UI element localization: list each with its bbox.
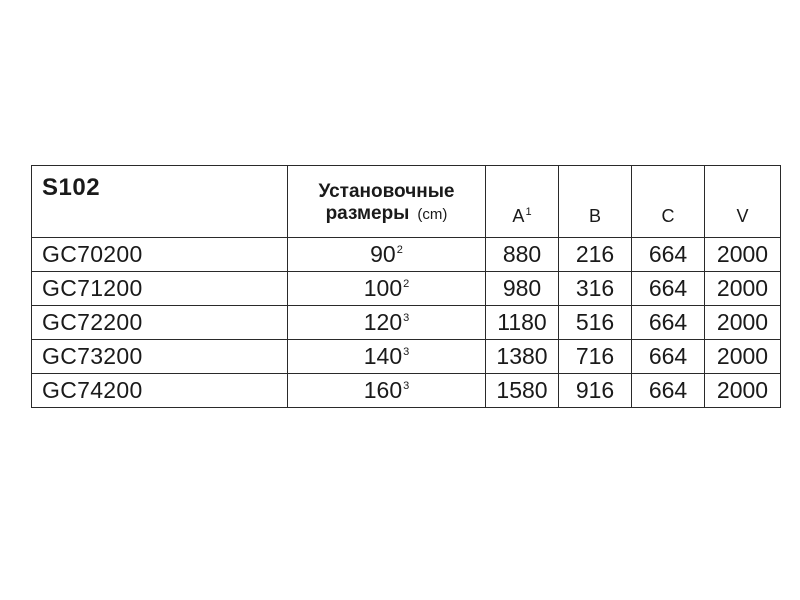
size-value: 160 xyxy=(363,377,403,403)
dimension-v: 2000 xyxy=(705,272,781,306)
installation-size xyxy=(288,374,486,408)
size-value: 90 xyxy=(370,241,396,267)
dimension-c: 664 xyxy=(632,272,705,306)
column-v-header: V xyxy=(705,166,781,238)
installation-size xyxy=(288,306,486,340)
model-code: GC72200 xyxy=(32,306,288,340)
size-footnote: 3 xyxy=(403,346,410,359)
size-footnote: 2 xyxy=(396,244,403,257)
dimension-c: 664 xyxy=(632,238,705,272)
table-row xyxy=(32,272,781,306)
dimension-a: 1380 xyxy=(486,340,559,374)
dimension-v: 2000 xyxy=(705,306,781,340)
size-header-unit: (cm) xyxy=(417,206,448,224)
column-a-footnote: 1 xyxy=(525,206,532,218)
series-title: S102 xyxy=(32,166,288,238)
size-footnote: 3 xyxy=(403,380,410,393)
table-row xyxy=(32,340,781,374)
dimension-a: 980 xyxy=(486,272,559,306)
model-code: GC73200 xyxy=(32,340,288,374)
installation-size xyxy=(288,340,486,374)
size-header-line1: Установочные xyxy=(318,181,455,203)
dimension-v: 2000 xyxy=(705,340,781,374)
size-value: 120 xyxy=(363,309,403,335)
model-code: GC74200 xyxy=(32,374,288,408)
dimension-a: 1180 xyxy=(486,306,559,340)
column-c-header: C xyxy=(632,166,705,238)
model-code: GC71200 xyxy=(32,272,288,306)
model-code: GC70200 xyxy=(32,238,288,272)
table-row xyxy=(32,374,781,408)
dimension-a: 1580 xyxy=(486,374,559,408)
size-footnote: 3 xyxy=(403,312,410,325)
dimension-c: 664 xyxy=(632,306,705,340)
dimension-b: 216 xyxy=(559,238,632,272)
dimension-a: 880 xyxy=(486,238,559,272)
size-footnote: 2 xyxy=(403,278,410,291)
dimension-c: 664 xyxy=(632,374,705,408)
dimension-b: 316 xyxy=(559,272,632,306)
table-row xyxy=(32,238,781,272)
size-value: 140 xyxy=(363,343,403,369)
dimensions-table xyxy=(31,165,781,408)
dimension-b: 716 xyxy=(559,340,632,374)
size-header-line2: размеры xyxy=(325,203,410,225)
dimension-b: 916 xyxy=(559,374,632,408)
installation-size xyxy=(288,272,486,306)
column-b-header: B xyxy=(559,166,632,238)
installation-size-header xyxy=(288,166,486,238)
column-a-label: A xyxy=(512,206,525,226)
column-a-header xyxy=(486,166,559,238)
dimension-v: 2000 xyxy=(705,238,781,272)
installation-size xyxy=(288,238,486,272)
table-row xyxy=(32,306,781,340)
dimension-v: 2000 xyxy=(705,374,781,408)
dimension-b: 516 xyxy=(559,306,632,340)
dimension-c: 664 xyxy=(632,340,705,374)
size-value: 100 xyxy=(363,275,403,301)
table-header-row xyxy=(32,166,781,238)
